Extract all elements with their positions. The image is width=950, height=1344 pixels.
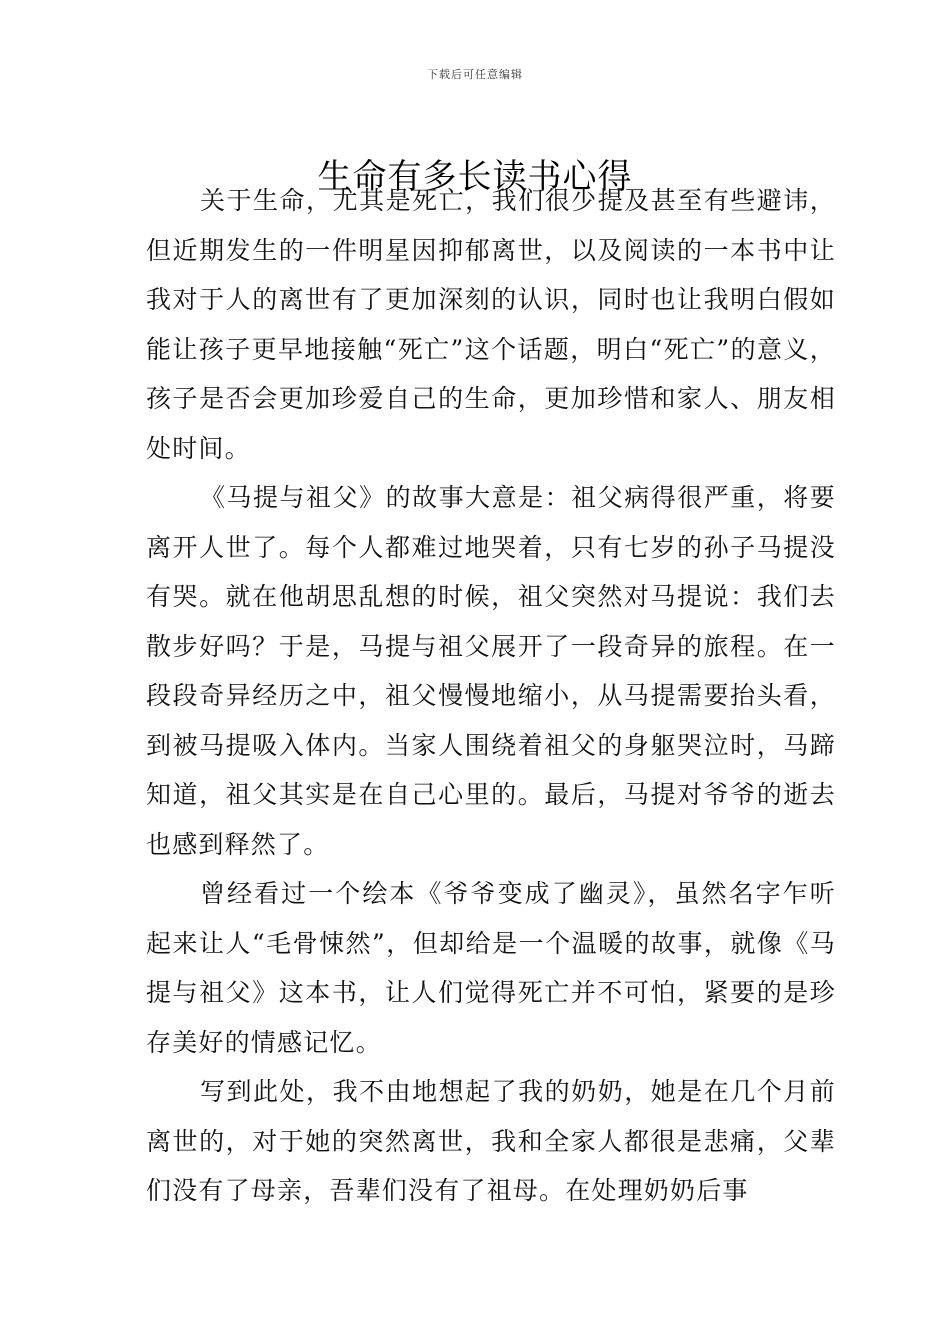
document-body [146,176,836,1216]
document-title: 生命有多长读书心得 [317,156,633,197]
paragraph-2: 《马提与祖父》的故事大意是：祖父病得很严重，将要离开人世了。每个人都难过地哭着，只有七岁的孙子马提没有哭。就在他胡思乱想的时候，祖父突然对马提说：我们去散步好吗？于是，马提与祖父展开了一段奇异的旅程。在一段段奇异经历之中，祖父慢慢地缩小，从马提需要抬头看，到被马提吸入体内。当家人围绕着祖父的身躯哭泣时，马蹄知道，祖父其实是在自己心里的。最后，马提对爷爷的逝去也感到释然了。 [146,483,836,859]
paragraph-3: 曾经看过一个绘本《爷爷变成了幽灵》，虽然名字乍听起来让人“毛骨悚然”，但却给是一个温暖的故事，就像《马提与祖父》这本书，让人们觉得死亡并不可怕，紧要的是珍存美好的情感记忆。 [146,879,836,1057]
paragraph-1: 关于生命，尤其是死亡，我们很少提及甚至有些避讳，但近期发生的一件明星因抑郁离世，以及阅读的一本书中让我对于人的离世有了更加深刻的认识，同时也让我明白假如能让孩子更早地接触“死亡”这个话题，明白“死亡”的意义，孩子是否会更加珍爱自己的生命，更加珍惜和家人、朋友相处时间。 [146,186,836,463]
paragraph-4: 写到此处，我不由地想起了我的奶奶，她是在几个月前离世的，对于她的突然离世，我和全家人都很是悲痛，父辈们没有了母亲，吾辈们没有了祖母。在处理奶奶后事 [146,1077,836,1205]
header-note: 下载后可任意编辑 [427,68,523,81]
